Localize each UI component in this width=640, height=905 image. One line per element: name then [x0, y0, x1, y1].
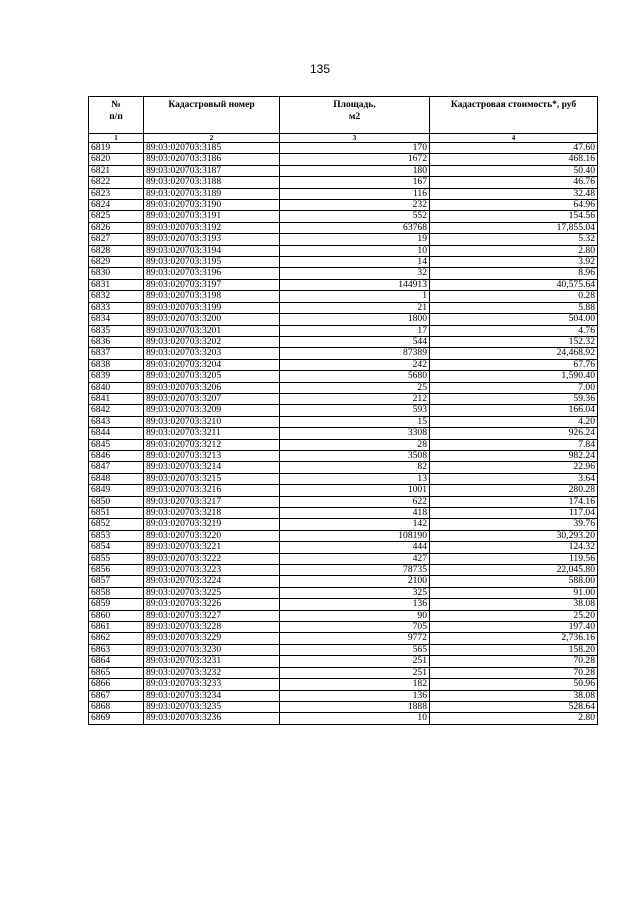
table-row	[89, 553, 598, 564]
cadastral-number-cell: 89:03:020703:3186	[144, 154, 280, 165]
cadastral-value-cell: 1,590.40	[430, 371, 598, 382]
area-cell: 232	[280, 200, 430, 211]
row-index-cell: 6839	[89, 371, 144, 382]
row-index-cell: 6828	[89, 245, 144, 256]
table-row	[89, 701, 598, 712]
cadastral-number-cell: 89:03:020703:3194	[144, 245, 280, 256]
cadastral-number-cell: 89:03:020703:3215	[144, 473, 280, 484]
cadastral-value-cell: 30,293.20	[430, 530, 598, 541]
row-index-cell: 6852	[89, 519, 144, 530]
cadastral-number-cell: 89:03:020703:3200	[144, 314, 280, 325]
area-cell: 180	[280, 165, 430, 176]
row-index-cell: 6842	[89, 405, 144, 416]
table-row	[89, 610, 598, 621]
row-index-cell: 6835	[89, 325, 144, 336]
table-row	[89, 667, 598, 678]
table-row	[89, 211, 598, 222]
page-number: 135	[309, 62, 331, 76]
cadastral-number-cell: 89:03:020703:3233	[144, 679, 280, 690]
row-index-cell: 6846	[89, 450, 144, 461]
area-cell: 13	[280, 473, 430, 484]
area-cell: 212	[280, 393, 430, 404]
cadastral-value-cell: 39.76	[430, 519, 598, 530]
table-row	[89, 325, 598, 336]
cadastral-number-cell: 89:03:020703:3228	[144, 622, 280, 633]
cadastral-number-cell: 89:03:020703:3220	[144, 530, 280, 541]
table-row	[89, 644, 598, 655]
row-index-cell: 6863	[89, 644, 144, 655]
row-index-cell: 6857	[89, 576, 144, 587]
row-index-cell: 6838	[89, 359, 144, 370]
cadastral-number-cell: 89:03:020703:3222	[144, 553, 280, 564]
cadastral-value-cell: 468.16	[430, 154, 598, 165]
cadastral-number-cell: 89:03:020703:3187	[144, 165, 280, 176]
cadastral-value-cell: 2.80	[430, 713, 598, 724]
cadastral-value-cell: 50.40	[430, 165, 598, 176]
area-cell: 82	[280, 462, 430, 473]
cadastral-value-cell: 4.76	[430, 325, 598, 336]
table-row	[89, 405, 598, 416]
cadastral-value-cell: 280.28	[430, 485, 598, 496]
table-row	[89, 508, 598, 519]
table-row	[89, 450, 598, 461]
cadastral-value-cell: 70.28	[430, 656, 598, 667]
cadastral-value-cell: 528.64	[430, 701, 598, 712]
table-row	[89, 177, 598, 188]
cadastral-number-cell: 89:03:020703:3219	[144, 519, 280, 530]
table-body	[89, 143, 598, 725]
area-cell: 5680	[280, 371, 430, 382]
cadastral-number-cell: 89:03:020703:3205	[144, 371, 280, 382]
cadastral-number-cell: 89:03:020703:3193	[144, 234, 280, 245]
area-cell: 242	[280, 359, 430, 370]
row-index-cell: 6819	[89, 143, 144, 154]
table-row	[89, 302, 598, 313]
cadastral-number-cell: 89:03:020703:3190	[144, 200, 280, 211]
table-row	[89, 485, 598, 496]
cadastral-value-cell: 3.64	[430, 473, 598, 484]
row-index-cell: 6851	[89, 508, 144, 519]
cadastral-value-cell: 91.00	[430, 587, 598, 598]
row-index-cell: 6860	[89, 610, 144, 621]
row-index-cell: 6845	[89, 439, 144, 450]
cadastral-value-cell: 22,045.80	[430, 565, 598, 576]
row-index-cell: 6829	[89, 257, 144, 268]
row-index-cell: 6843	[89, 416, 144, 427]
area-cell: 32	[280, 268, 430, 279]
column-number: 2	[144, 134, 280, 143]
area-cell: 15	[280, 416, 430, 427]
row-index-cell: 6844	[89, 428, 144, 439]
cadastral-value-cell: 166.04	[430, 405, 598, 416]
table-row	[89, 279, 598, 290]
area-cell: 593	[280, 405, 430, 416]
area-cell: 1672	[280, 154, 430, 165]
area-cell: 1001	[280, 485, 430, 496]
area-cell: 167	[280, 177, 430, 188]
table-row	[89, 530, 598, 541]
row-index-cell: 6840	[89, 382, 144, 393]
area-cell: 144913	[280, 279, 430, 290]
cadastral-value-cell: 588.00	[430, 576, 598, 587]
cadastral-number-cell: 89:03:020703:3210	[144, 416, 280, 427]
area-cell: 544	[280, 336, 430, 347]
table-row	[89, 245, 598, 256]
table-row	[89, 154, 598, 165]
row-index-cell: 6825	[89, 211, 144, 222]
area-cell: 25	[280, 382, 430, 393]
area-cell: 565	[280, 644, 430, 655]
table-row	[89, 188, 598, 199]
table-row	[89, 599, 598, 610]
area-cell: 28	[280, 439, 430, 450]
cadastral-value-cell: 50.96	[430, 679, 598, 690]
area-cell: 2100	[280, 576, 430, 587]
cadastral-number-cell: 89:03:020703:3212	[144, 439, 280, 450]
cadastral-number-cell: 89:03:020703:3216	[144, 485, 280, 496]
cadastral-value-cell: 7.84	[430, 439, 598, 450]
header-cadastral-number: Кадастровый номер	[144, 97, 280, 134]
table-row	[89, 200, 598, 211]
cadastral-number-cell: 89:03:020703:3234	[144, 690, 280, 701]
table-row	[89, 143, 598, 154]
area-cell: 116	[280, 188, 430, 199]
cadastral-value-cell: 8.96	[430, 268, 598, 279]
cadastral-number-cell: 89:03:020703:3230	[144, 644, 280, 655]
cadastral-number-cell: 89:03:020703:3191	[144, 211, 280, 222]
area-cell: 170	[280, 143, 430, 154]
table-row	[89, 393, 598, 404]
table-row	[89, 257, 598, 268]
area-cell: 10	[280, 713, 430, 724]
cadastral-number-cell: 89:03:020703:3223	[144, 565, 280, 576]
row-index-cell: 6856	[89, 565, 144, 576]
area-cell: 17	[280, 325, 430, 336]
row-index-cell: 6867	[89, 690, 144, 701]
column-number: 4	[430, 134, 598, 143]
row-index-cell: 6847	[89, 462, 144, 473]
table-row	[89, 416, 598, 427]
table-row	[89, 314, 598, 325]
cadastral-value-cell: 4.20	[430, 416, 598, 427]
row-index-cell: 6849	[89, 485, 144, 496]
row-index-cell: 6853	[89, 530, 144, 541]
row-index-cell: 6841	[89, 393, 144, 404]
cadastral-value-cell: 25.20	[430, 610, 598, 621]
table-row	[89, 576, 598, 587]
row-index-cell: 6830	[89, 268, 144, 279]
row-index-cell: 6833	[89, 302, 144, 313]
table-row	[89, 587, 598, 598]
area-cell: 552	[280, 211, 430, 222]
row-index-cell: 6869	[89, 713, 144, 724]
header-cadastral-value: Кадастровая стоимость*, руб	[430, 97, 598, 134]
row-index-cell: 6836	[89, 336, 144, 347]
area-cell: 21	[280, 302, 430, 313]
cadastral-number-cell: 89:03:020703:3235	[144, 701, 280, 712]
area-cell: 136	[280, 690, 430, 701]
cadastral-number-cell: 89:03:020703:3196	[144, 268, 280, 279]
area-cell: 14	[280, 257, 430, 268]
cadastral-value-cell: 2.80	[430, 245, 598, 256]
cadastral-number-cell: 89:03:020703:3197	[144, 279, 280, 290]
cadastral-number-cell: 89:03:020703:3207	[144, 393, 280, 404]
table-row	[89, 439, 598, 450]
cadastral-number-cell: 89:03:020703:3232	[144, 667, 280, 678]
cadastral-value-cell: 174.16	[430, 496, 598, 507]
area-cell: 90	[280, 610, 430, 621]
table-row	[89, 291, 598, 302]
cadastral-number-cell: 89:03:020703:3211	[144, 428, 280, 439]
row-index-cell: 6868	[89, 701, 144, 712]
cadastral-value-cell: 152.32	[430, 336, 598, 347]
area-cell: 622	[280, 496, 430, 507]
table-row	[89, 496, 598, 507]
cadastral-value-cell: 197.40	[430, 622, 598, 633]
cadastral-number-cell: 89:03:020703:3217	[144, 496, 280, 507]
row-index-cell: 6827	[89, 234, 144, 245]
row-index-cell: 6834	[89, 314, 144, 325]
table-row	[89, 428, 598, 439]
table-row	[89, 656, 598, 667]
area-cell: 182	[280, 679, 430, 690]
row-index-cell: 6848	[89, 473, 144, 484]
area-cell: 325	[280, 587, 430, 598]
column-number: 1	[89, 134, 144, 143]
table-row	[89, 348, 598, 359]
row-index-cell: 6826	[89, 222, 144, 233]
cadastral-value-cell: 40,575.64	[430, 279, 598, 290]
table-row	[89, 462, 598, 473]
table-row	[89, 542, 598, 553]
cadastral-number-cell: 89:03:020703:3218	[144, 508, 280, 519]
row-index-cell: 6861	[89, 622, 144, 633]
cadastral-number-cell: 89:03:020703:3185	[144, 143, 280, 154]
area-cell: 108190	[280, 530, 430, 541]
cadastral-number-cell: 89:03:020703:3189	[144, 188, 280, 199]
cadastral-value-cell: 46.76	[430, 177, 598, 188]
cadastral-number-cell: 89:03:020703:3188	[144, 177, 280, 188]
table-row	[89, 713, 598, 724]
cadastral-value-cell: 2,736.16	[430, 633, 598, 644]
area-cell: 3508	[280, 450, 430, 461]
row-index-cell: 6865	[89, 667, 144, 678]
cadastral-number-cell: 89:03:020703:3214	[144, 462, 280, 473]
area-cell: 251	[280, 667, 430, 678]
table-row	[89, 359, 598, 370]
cadastral-value-cell: 24,468.92	[430, 348, 598, 359]
area-cell: 3308	[280, 428, 430, 439]
area-cell: 705	[280, 622, 430, 633]
area-cell: 1800	[280, 314, 430, 325]
cadastral-value-cell: 47.60	[430, 143, 598, 154]
row-index-cell: 6832	[89, 291, 144, 302]
area-cell: 9772	[280, 633, 430, 644]
cadastral-number-cell: 89:03:020703:3213	[144, 450, 280, 461]
area-cell: 10	[280, 245, 430, 256]
cadastral-value-cell: 117.04	[430, 508, 598, 519]
row-index-cell: 6824	[89, 200, 144, 211]
cadastral-value-cell: 5.32	[430, 234, 598, 245]
table-row	[89, 371, 598, 382]
table-row	[89, 565, 598, 576]
area-cell: 418	[280, 508, 430, 519]
cadastral-value-cell: 67.76	[430, 359, 598, 370]
cadastral-number-cell: 89:03:020703:3221	[144, 542, 280, 553]
cadastral-value-cell: 38.08	[430, 690, 598, 701]
column-number: 3	[280, 134, 430, 143]
cadastral-number-cell: 89:03:020703:3204	[144, 359, 280, 370]
area-cell: 78735	[280, 565, 430, 576]
row-index-cell: 6858	[89, 587, 144, 598]
header-index: № п/п	[89, 97, 144, 134]
cadastral-number-cell: 89:03:020703:3206	[144, 382, 280, 393]
cadastral-value-cell: 158.20	[430, 644, 598, 655]
row-index-cell: 6859	[89, 599, 144, 610]
area-cell: 427	[280, 553, 430, 564]
cadastral-number-cell: 89:03:020703:3202	[144, 336, 280, 347]
cadastral-value-cell: 982.24	[430, 450, 598, 461]
row-index-cell: 6821	[89, 165, 144, 176]
cadastral-number-cell: 89:03:020703:3203	[144, 348, 280, 359]
table-row	[89, 382, 598, 393]
area-cell: 142	[280, 519, 430, 530]
cadastral-number-cell: 89:03:020703:3224	[144, 576, 280, 587]
cadastral-value-cell: 22.96	[430, 462, 598, 473]
row-index-cell: 6820	[89, 154, 144, 165]
row-index-cell: 6831	[89, 279, 144, 290]
area-cell: 63768	[280, 222, 430, 233]
area-cell: 87389	[280, 348, 430, 359]
cadastral-value-cell: 926.24	[430, 428, 598, 439]
table-row	[89, 336, 598, 347]
cadastral-number-cell: 89:03:020703:3226	[144, 599, 280, 610]
cadastral-value-cell: 5.88	[430, 302, 598, 313]
cadastral-value-cell: 70.28	[430, 667, 598, 678]
cadastral-value-cell: 59.36	[430, 393, 598, 404]
table-row	[89, 679, 598, 690]
area-cell: 251	[280, 656, 430, 667]
row-index-cell: 6823	[89, 188, 144, 199]
area-cell: 1	[280, 291, 430, 302]
row-index-cell: 6837	[89, 348, 144, 359]
area-cell: 1888	[280, 701, 430, 712]
cadastral-value-cell: 0.28	[430, 291, 598, 302]
table-row	[89, 222, 598, 233]
table-row	[89, 519, 598, 530]
cadastral-number-cell: 89:03:020703:3229	[144, 633, 280, 644]
cadastral-value-cell: 38.08	[430, 599, 598, 610]
cadastral-number-cell: 89:03:020703:3225	[144, 587, 280, 598]
cadastral-number-cell: 89:03:020703:3227	[144, 610, 280, 621]
cadastral-value-cell: 124.32	[430, 542, 598, 553]
cadastral-table	[88, 96, 598, 725]
area-cell: 136	[280, 599, 430, 610]
table-row	[89, 622, 598, 633]
area-cell: 19	[280, 234, 430, 245]
cadastral-value-cell: 7.00	[430, 382, 598, 393]
row-index-cell: 6862	[89, 633, 144, 644]
cadastral-value-cell: 154.56	[430, 211, 598, 222]
row-index-cell: 6822	[89, 177, 144, 188]
table-row	[89, 268, 598, 279]
cadastral-number-cell: 89:03:020703:3236	[144, 713, 280, 724]
cadastral-number-cell: 89:03:020703:3201	[144, 325, 280, 336]
table-row	[89, 473, 598, 484]
table-row	[89, 690, 598, 701]
row-index-cell: 6864	[89, 656, 144, 667]
cadastral-number-cell: 89:03:020703:3198	[144, 291, 280, 302]
row-index-cell: 6854	[89, 542, 144, 553]
cadastral-value-cell: 32.48	[430, 188, 598, 199]
area-cell: 444	[280, 542, 430, 553]
header-row	[89, 97, 598, 134]
cadastral-number-cell: 89:03:020703:3192	[144, 222, 280, 233]
row-index-cell: 6850	[89, 496, 144, 507]
column-number-row	[89, 134, 598, 143]
table-row	[89, 165, 598, 176]
cadastral-value-cell: 17,855.04	[430, 222, 598, 233]
header-area: Площадь, м2	[280, 97, 430, 134]
cadastral-number-cell: 89:03:020703:3209	[144, 405, 280, 416]
row-index-cell: 6855	[89, 553, 144, 564]
table-row	[89, 234, 598, 245]
row-index-cell: 6866	[89, 679, 144, 690]
cadastral-value-cell: 64.96	[430, 200, 598, 211]
cadastral-value-cell: 504.00	[430, 314, 598, 325]
cadastral-number-cell: 89:03:020703:3231	[144, 656, 280, 667]
cadastral-number-cell: 89:03:020703:3199	[144, 302, 280, 313]
cadastral-value-cell: 3.92	[430, 257, 598, 268]
table-row	[89, 633, 598, 644]
cadastral-value-cell: 119.56	[430, 553, 598, 564]
cadastral-number-cell: 89:03:020703:3195	[144, 257, 280, 268]
